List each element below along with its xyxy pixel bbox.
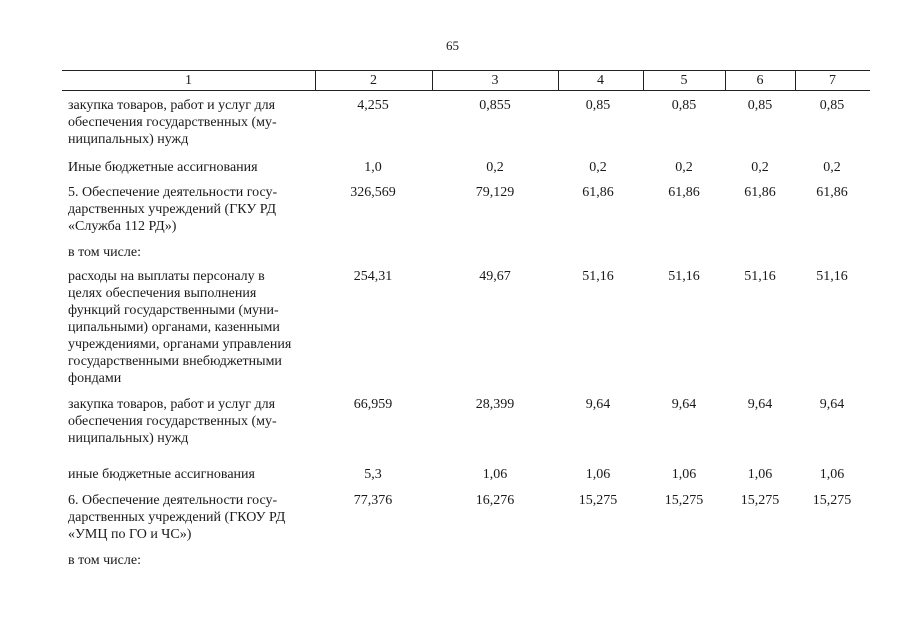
table-cell-value: 326,569 [350,185,396,200]
table-row-label-line: учреждениями, органами управления [68,337,292,352]
table-row-label [68,552,308,569]
table-row-label [68,396,308,447]
table-row-label-line: в том числе: [68,553,141,568]
table-cell-value: 1,06 [482,467,508,482]
table-cell-value: 0,85 [747,98,773,113]
table-cell-value: 16,276 [475,493,515,508]
table-row-label-line: в том числе: [68,245,141,260]
table-row-label-line: иные бюджетные ассигнования [68,467,255,482]
table-cell-value: 0,2 [823,160,841,175]
table-cell-value: 28,399 [475,397,515,412]
table-row-label-line: ниципальных) нужд [68,431,189,446]
table-cell-value: 77,376 [353,493,393,508]
table-header-cell: 5 [680,73,688,88]
table-cell-value: 61,86 [816,185,848,200]
table-cell-value: 1,06 [747,467,773,482]
table-cell-value: 1,06 [819,467,845,482]
table-header-cell: 6 [756,73,764,88]
table-cell-value: 1,0 [364,160,382,175]
table-cell-value: 49,67 [479,269,511,284]
table-cell-value: 51,16 [744,269,776,284]
table-header-cell: 7 [829,73,836,88]
table-row-label-line: государственными внебюджетными [68,354,282,369]
table-row-label-line: 5. Обеспечение деятельности госу- [68,185,278,200]
table-row-label-line: «УМЦ по ГО и ЧС») [68,527,192,542]
table-row-label [68,244,308,261]
table-header-cell: 4 [597,73,604,88]
table-cell-value: 0,85 [671,98,697,113]
table-row-label-line: Иные бюджетные ассигнования [68,160,258,175]
table-cell-value: 0,2 [751,160,769,175]
table-header-cell: 1 [185,73,192,88]
table-row-label [68,268,308,387]
table-cell-value: 15,275 [664,493,704,508]
table-cell-value: 5,3 [364,467,382,482]
table-header-bottom-rule [62,90,870,91]
table-row-label [68,492,308,543]
table-cell-value: 9,64 [671,397,697,412]
table-row-label [68,184,308,235]
table-cell-value: 9,64 [747,397,773,412]
table-cell-value: 61,86 [668,185,700,200]
table-row-label-line: обеспечения государственных (му- [68,414,277,429]
table-cell-value: 0,2 [589,160,607,175]
table-row-label-line: ципальными) органами, казенными [68,320,280,335]
table-row-label-line: дарственных учреждений (ГКОУ РД [68,510,286,525]
table-cell-value: 254,31 [353,269,393,284]
table-cell-value: 61,86 [582,185,614,200]
table-header-cell: 2 [370,73,377,88]
table-row-label-line: дарственных учреждений (ГКУ РД [68,202,277,217]
table-cell-value: 0,855 [479,98,511,113]
table-cell-value: 1,06 [585,467,611,482]
table-cell-value: 15,275 [812,493,852,508]
table-cell-value: 9,64 [585,397,611,412]
table-cell-value: 15,275 [578,493,618,508]
table-row-label [68,97,308,148]
table-row-label-line: закупка товаров, работ и услуг для [68,397,276,412]
table-header-cell: 3 [491,73,499,88]
table-cell-value: 51,16 [668,269,700,284]
table-cell-value: 1,06 [671,467,697,482]
table-row-label-line: обеспечения государственных (му- [68,115,277,130]
table-row-label-line: фондами [68,371,122,386]
table-cell-value: 0,2 [486,160,504,175]
table-cell-value: 0,85 [819,98,845,113]
table-cell-value: 15,275 [740,493,780,508]
table-cell-value: 51,16 [816,269,848,284]
page-number: 65 [446,38,459,53]
table-cell-value: 51,16 [582,269,614,284]
table-cell-value: 0,85 [585,98,611,113]
table-cell-value: 9,64 [819,397,845,412]
table-row-label-line: целях обеспечения выполнения [68,286,257,301]
table-row-label [68,159,308,176]
table-row-label-line: 6. Обеспечение деятельности госу- [68,493,278,508]
table-row-label-line: ниципальных) нужд [68,132,189,147]
table-cell-value: 0,2 [675,160,693,175]
table-cell-value: 79,129 [475,185,515,200]
table-row-label [68,466,308,483]
table-row-label-line: закупка товаров, работ и услуг для [68,98,276,113]
table-row-label-line: функций государственными (муни- [68,303,279,318]
table-cell-value: 66,959 [353,397,393,412]
table-cell-value: 4,255 [357,98,389,113]
table-row-label-line: расходы на выплаты персоналу в [68,269,265,284]
table-cell-value: 61,86 [744,185,776,200]
table-row-label-line: «Служба 112 РД») [68,219,177,234]
